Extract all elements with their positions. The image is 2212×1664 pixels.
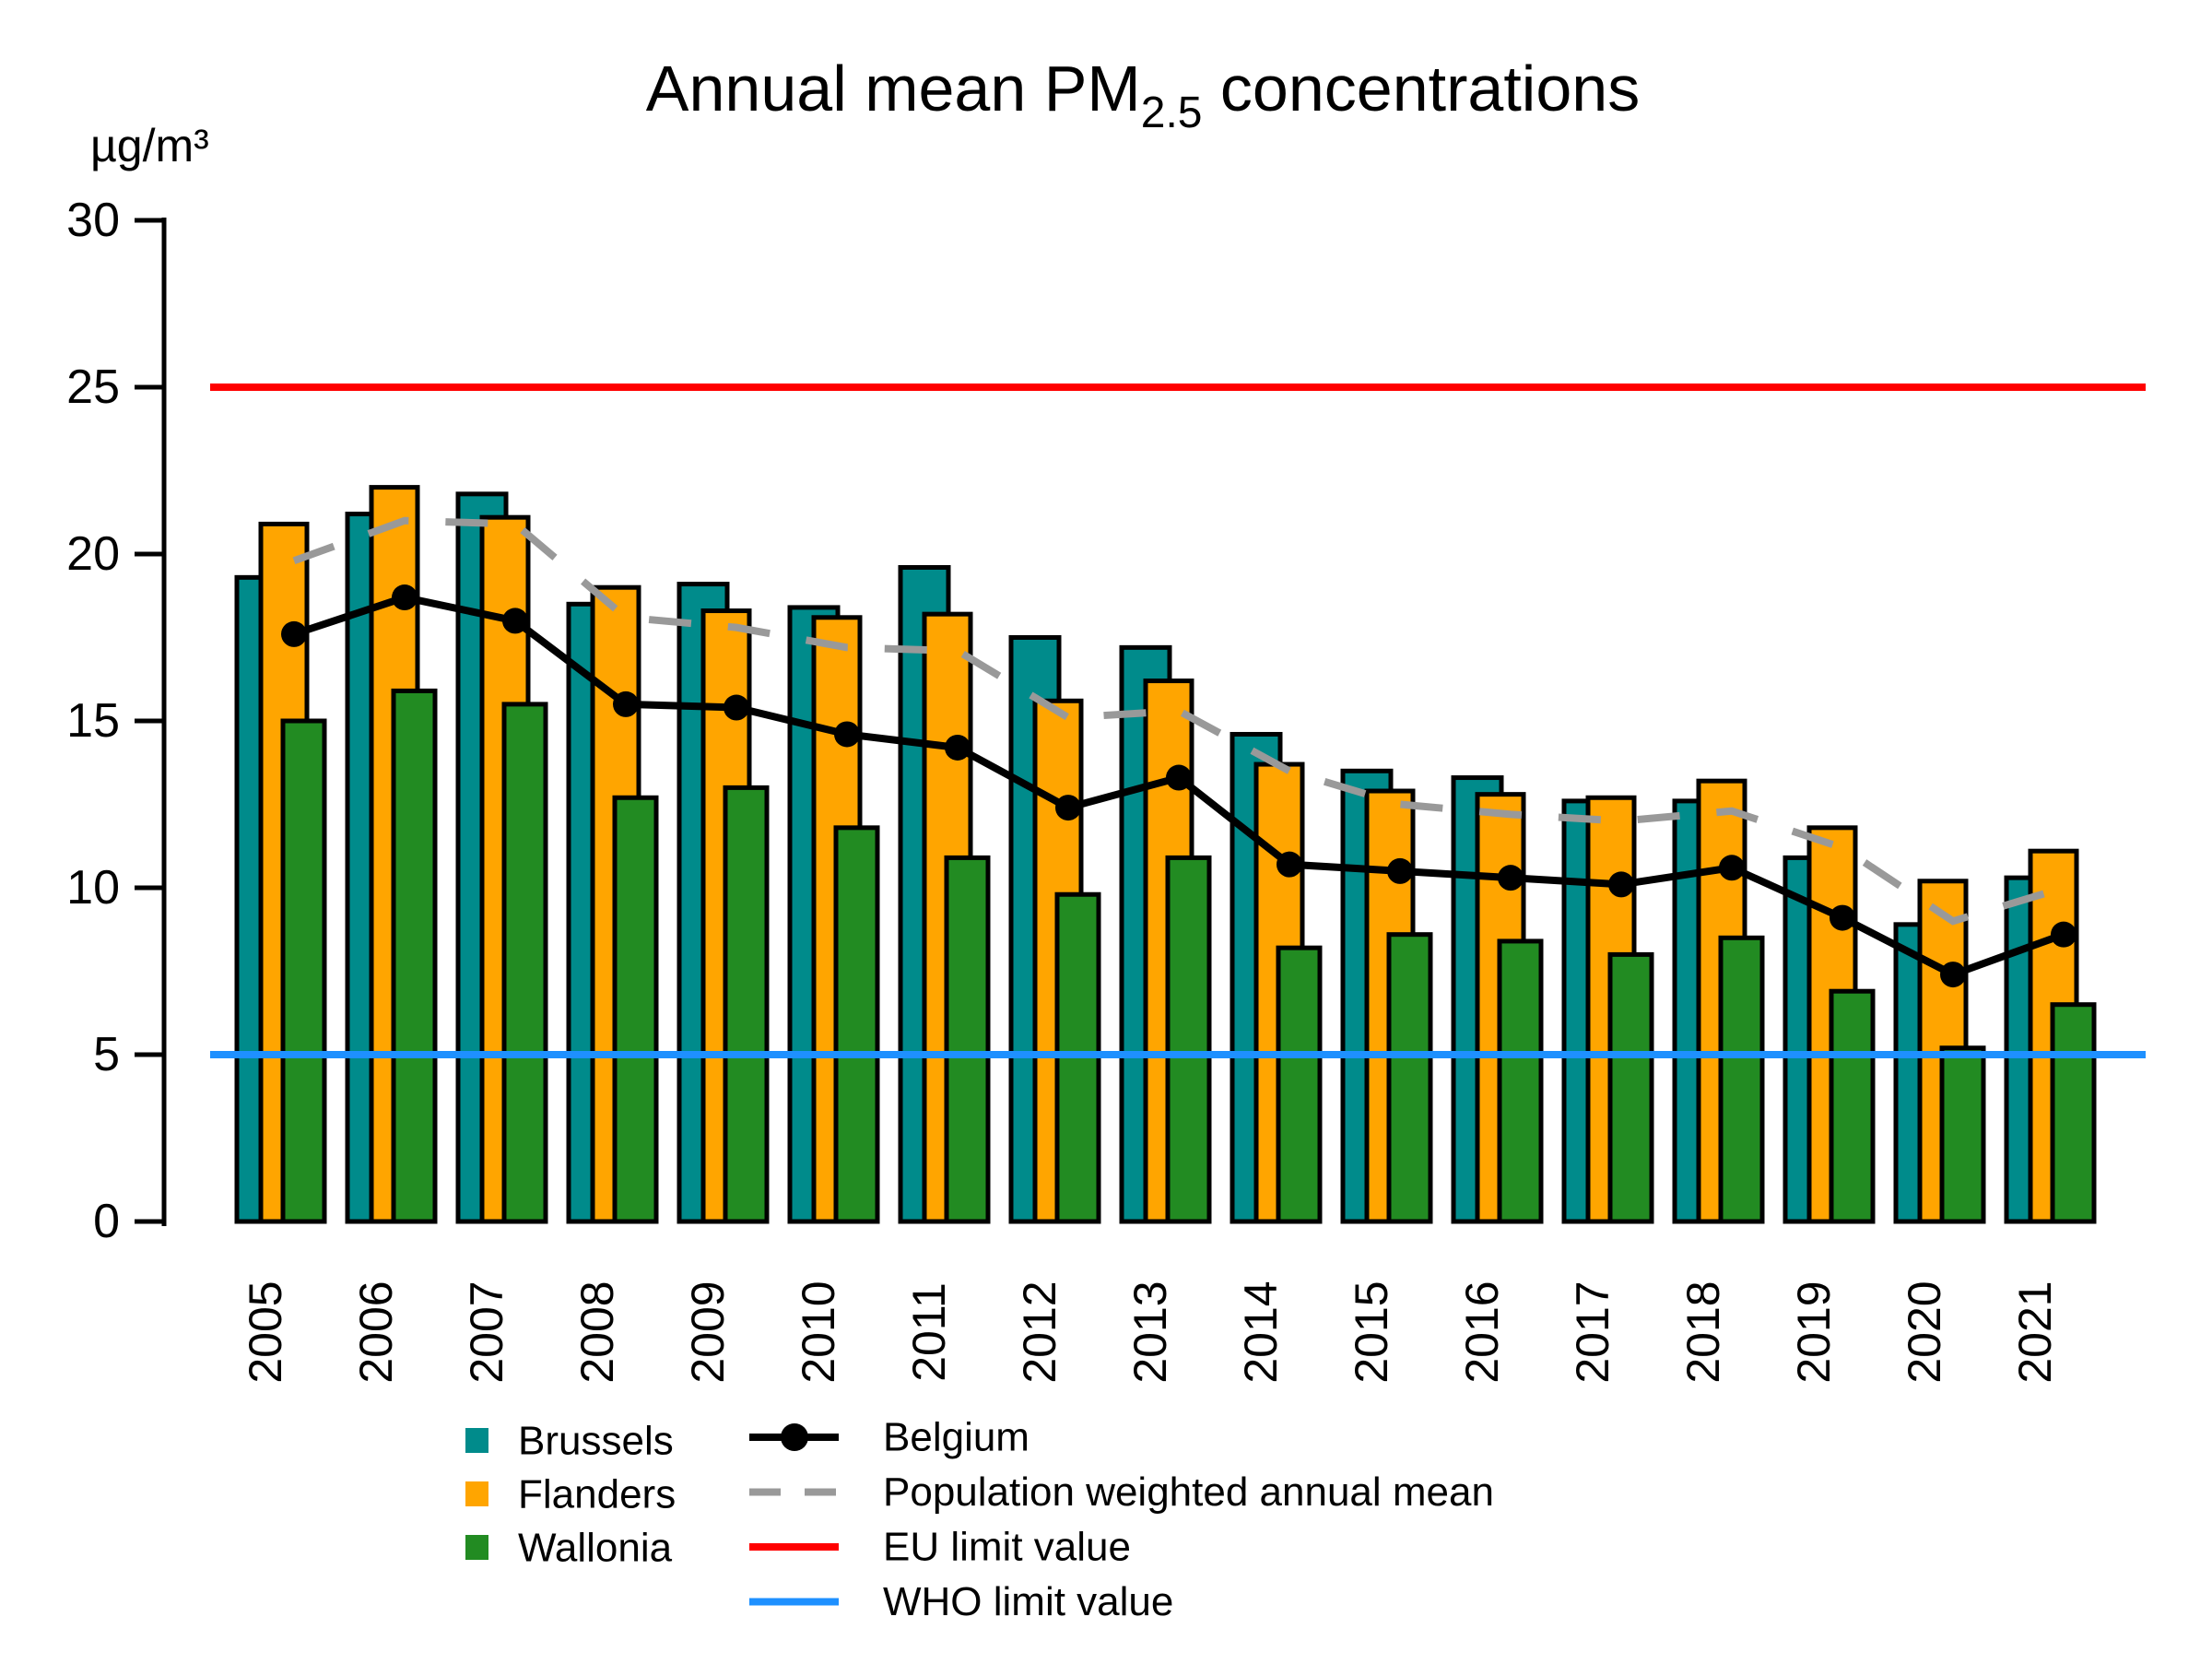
x-axis-label-2008: 2008 [571,1280,623,1384]
legend-swatch-flanders [465,1481,488,1506]
legend-label-belgium: Belgium [883,1414,1030,1460]
x-axis-label-2012: 2012 [1014,1280,1065,1384]
chart-title: Annual mean $PM_{2.5}$ concentrations [645,53,1641,137]
x-axis-label-2019: 2019 [1788,1280,1840,1384]
bar-wallonia-2019 [1831,991,1873,1221]
bar-wallonia-2014 [1278,948,1320,1221]
belgium-point-2006 [392,584,418,610]
legend-label-flanders: Flanders [518,1471,677,1517]
x-axis-label-2015: 2015 [1346,1280,1397,1384]
y-axis-tick-label: 20 [66,527,120,581]
legend-label-brussels: Brussels [518,1418,674,1464]
x-axis-label-2020: 2020 [1899,1280,1950,1384]
x-axis-label-2006: 2006 [350,1280,402,1384]
bar-wallonia-2005 [283,721,324,1221]
bar-wallonia-2010 [836,828,877,1221]
belgium-point-2008 [613,691,639,717]
belgium-point-2016 [1498,865,1524,891]
belgium-point-2005 [281,621,307,647]
belgium-point-2011 [945,735,971,761]
x-axis-label-2005: 2005 [240,1280,291,1384]
belgium-point-2021 [2051,922,2077,948]
belgium-point-2013 [1166,765,1192,791]
bar-wallonia-2015 [1389,935,1430,1221]
y-axis-tick-label: 10 [66,861,120,915]
legend-label-eu-limit-value: EU limit value [883,1524,1131,1570]
bar-wallonia-2021 [2053,1005,2094,1221]
belgium-point-2015 [1387,858,1413,884]
x-axis-label-2011: 2011 [903,1282,955,1382]
bar-wallonia-2008 [615,797,656,1221]
legend-marker-dot-belgium [781,1423,808,1451]
legend-label-wallonia: Wallonia [518,1525,673,1571]
belgium-point-2019 [1830,905,1855,931]
belgium-point-2018 [1719,855,1745,880]
x-axis-label-2016: 2016 [1456,1280,1508,1384]
bar-wallonia-2007 [504,704,546,1221]
x-axis-label-2014: 2014 [1235,1280,1287,1384]
x-axis-label-2013: 2013 [1124,1280,1176,1384]
belgium-point-2010 [834,721,860,747]
belgium-point-2009 [724,695,749,721]
bar-wallonia-2013 [1168,857,1209,1221]
bar-wallonia-2020 [1942,1048,1983,1221]
belgium-point-2007 [502,608,528,633]
x-axis-label-2009: 2009 [682,1280,734,1384]
y-axis-tick-label: 0 [93,1195,120,1248]
y-axis-tick-label: 30 [66,194,120,247]
legend-swatch-brussels [465,1428,488,1453]
y-axis-tick-label: 5 [93,1028,120,1081]
x-axis-label-2007: 2007 [461,1280,512,1384]
belgium-point-2017 [1608,871,1634,897]
y-axis-unit-label: µg/m³ [90,120,209,171]
bar-wallonia-2009 [725,787,767,1221]
bar-wallonia-2006 [394,690,435,1221]
x-axis-label-2018: 2018 [1677,1280,1729,1384]
bar-wallonia-2018 [1721,938,1762,1221]
bar-wallonia-2011 [947,857,988,1221]
legend-swatch-wallonia [465,1535,488,1560]
bar-wallonia-2017 [1610,954,1652,1221]
x-axis-label-2010: 2010 [793,1280,844,1384]
x-axis-label-2017: 2017 [1567,1280,1618,1384]
legend-label-population-weighted-annual-mean: Population weighted annual mean [883,1469,1494,1515]
belgium-point-2020 [1940,962,1966,987]
y-axis-tick-label: 15 [66,694,120,748]
belgium-point-2014 [1277,852,1302,878]
belgium-point-2012 [1055,795,1081,820]
bar-wallonia-2016 [1500,941,1541,1221]
legend-label-who-limit-value: WHO limit value [883,1579,1174,1624]
x-axis-label-2021: 2021 [2009,1280,2061,1384]
y-axis-tick-label: 25 [66,360,120,414]
